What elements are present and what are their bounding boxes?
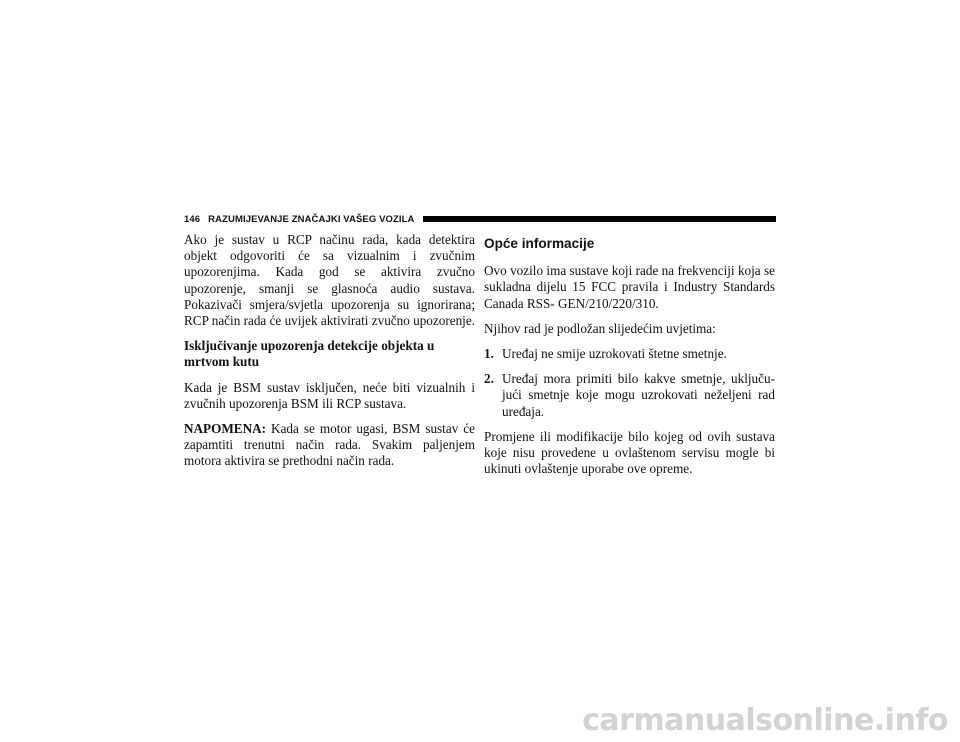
list-item — [484, 346, 775, 362]
list-item-text: Uređaj ne smije uzrokovati štetne smetnje. — [502, 346, 727, 362]
left-column — [184, 232, 475, 479]
list-item-number: 1. — [484, 346, 494, 362]
right-column — [484, 232, 775, 486]
list-item-text: Uređaj mora primiti bilo kakve smetnje, uključujući smetnje koje mogu uzrokovati neželjeni rad uređaja. — [502, 371, 775, 419]
conditions-intro: Njihov rad je podložan slijedećim uvjetima: — [484, 320, 716, 336]
modifications-paragraph: Promjene ili modifikacije bilo kojeg od ovih sustava koje nisu provedene u ovlaštenom servisu mogle bi ukinuti ovlaštenje uporabe ove opreme. — [484, 428, 775, 477]
note-text: Kada se motor ugasi, BSM sustav će zapamtiti trenutni način rada. Svakim paljenjem motora aktivira se prethodni način rada. — [184, 421, 475, 469]
bsm-off-heading: Isključivanje upozorenja detekcije objekta u mrtvom kutu — [184, 338, 435, 370]
bsm-off-paragraph: Kada je BSM sustav isključen, neće biti vizualnih i zvučnih upozorenja BSM ili RCP sustava. — [184, 379, 475, 411]
rcp-paragraph: Ako je sustav u RCP načinu rada, kada detektira objekt odgovoriti će sa vizualnim i zvučnim upozorenjima. Kada god se aktivira zvučno upozorenje, smanji se glasnoća audio sustava. Pokazivači smjera/svjetla upozorenja su ignorirana; RCP način rada će uvijek aktivirati zvučno upozorenje. — [184, 232, 476, 329]
page-header — [184, 212, 776, 226]
section-title: RAZUMIJEVANJE ZNAČAJKI VAŠEG VOZILA — [208, 213, 415, 225]
note-label: NAPOMENA: — [184, 421, 267, 437]
watermark: carmanualsonline.info — [582, 703, 948, 738]
fcc-paragraph: Ovo vozilo ima sustave koji rade na frekvenciji koja se sukladna dijelu 15 FCC pravila i Industry Standards Canada RSS- GEN/210/220/310. — [484, 263, 775, 311]
list-item-number: 2. — [484, 371, 494, 387]
header-rule — [423, 216, 776, 222]
conditions-list — [484, 346, 775, 420]
general-info-heading: Opće informacije — [484, 236, 595, 251]
note-paragraph — [184, 421, 475, 470]
list-item — [484, 371, 775, 420]
page-number: 146 — [184, 213, 201, 225]
